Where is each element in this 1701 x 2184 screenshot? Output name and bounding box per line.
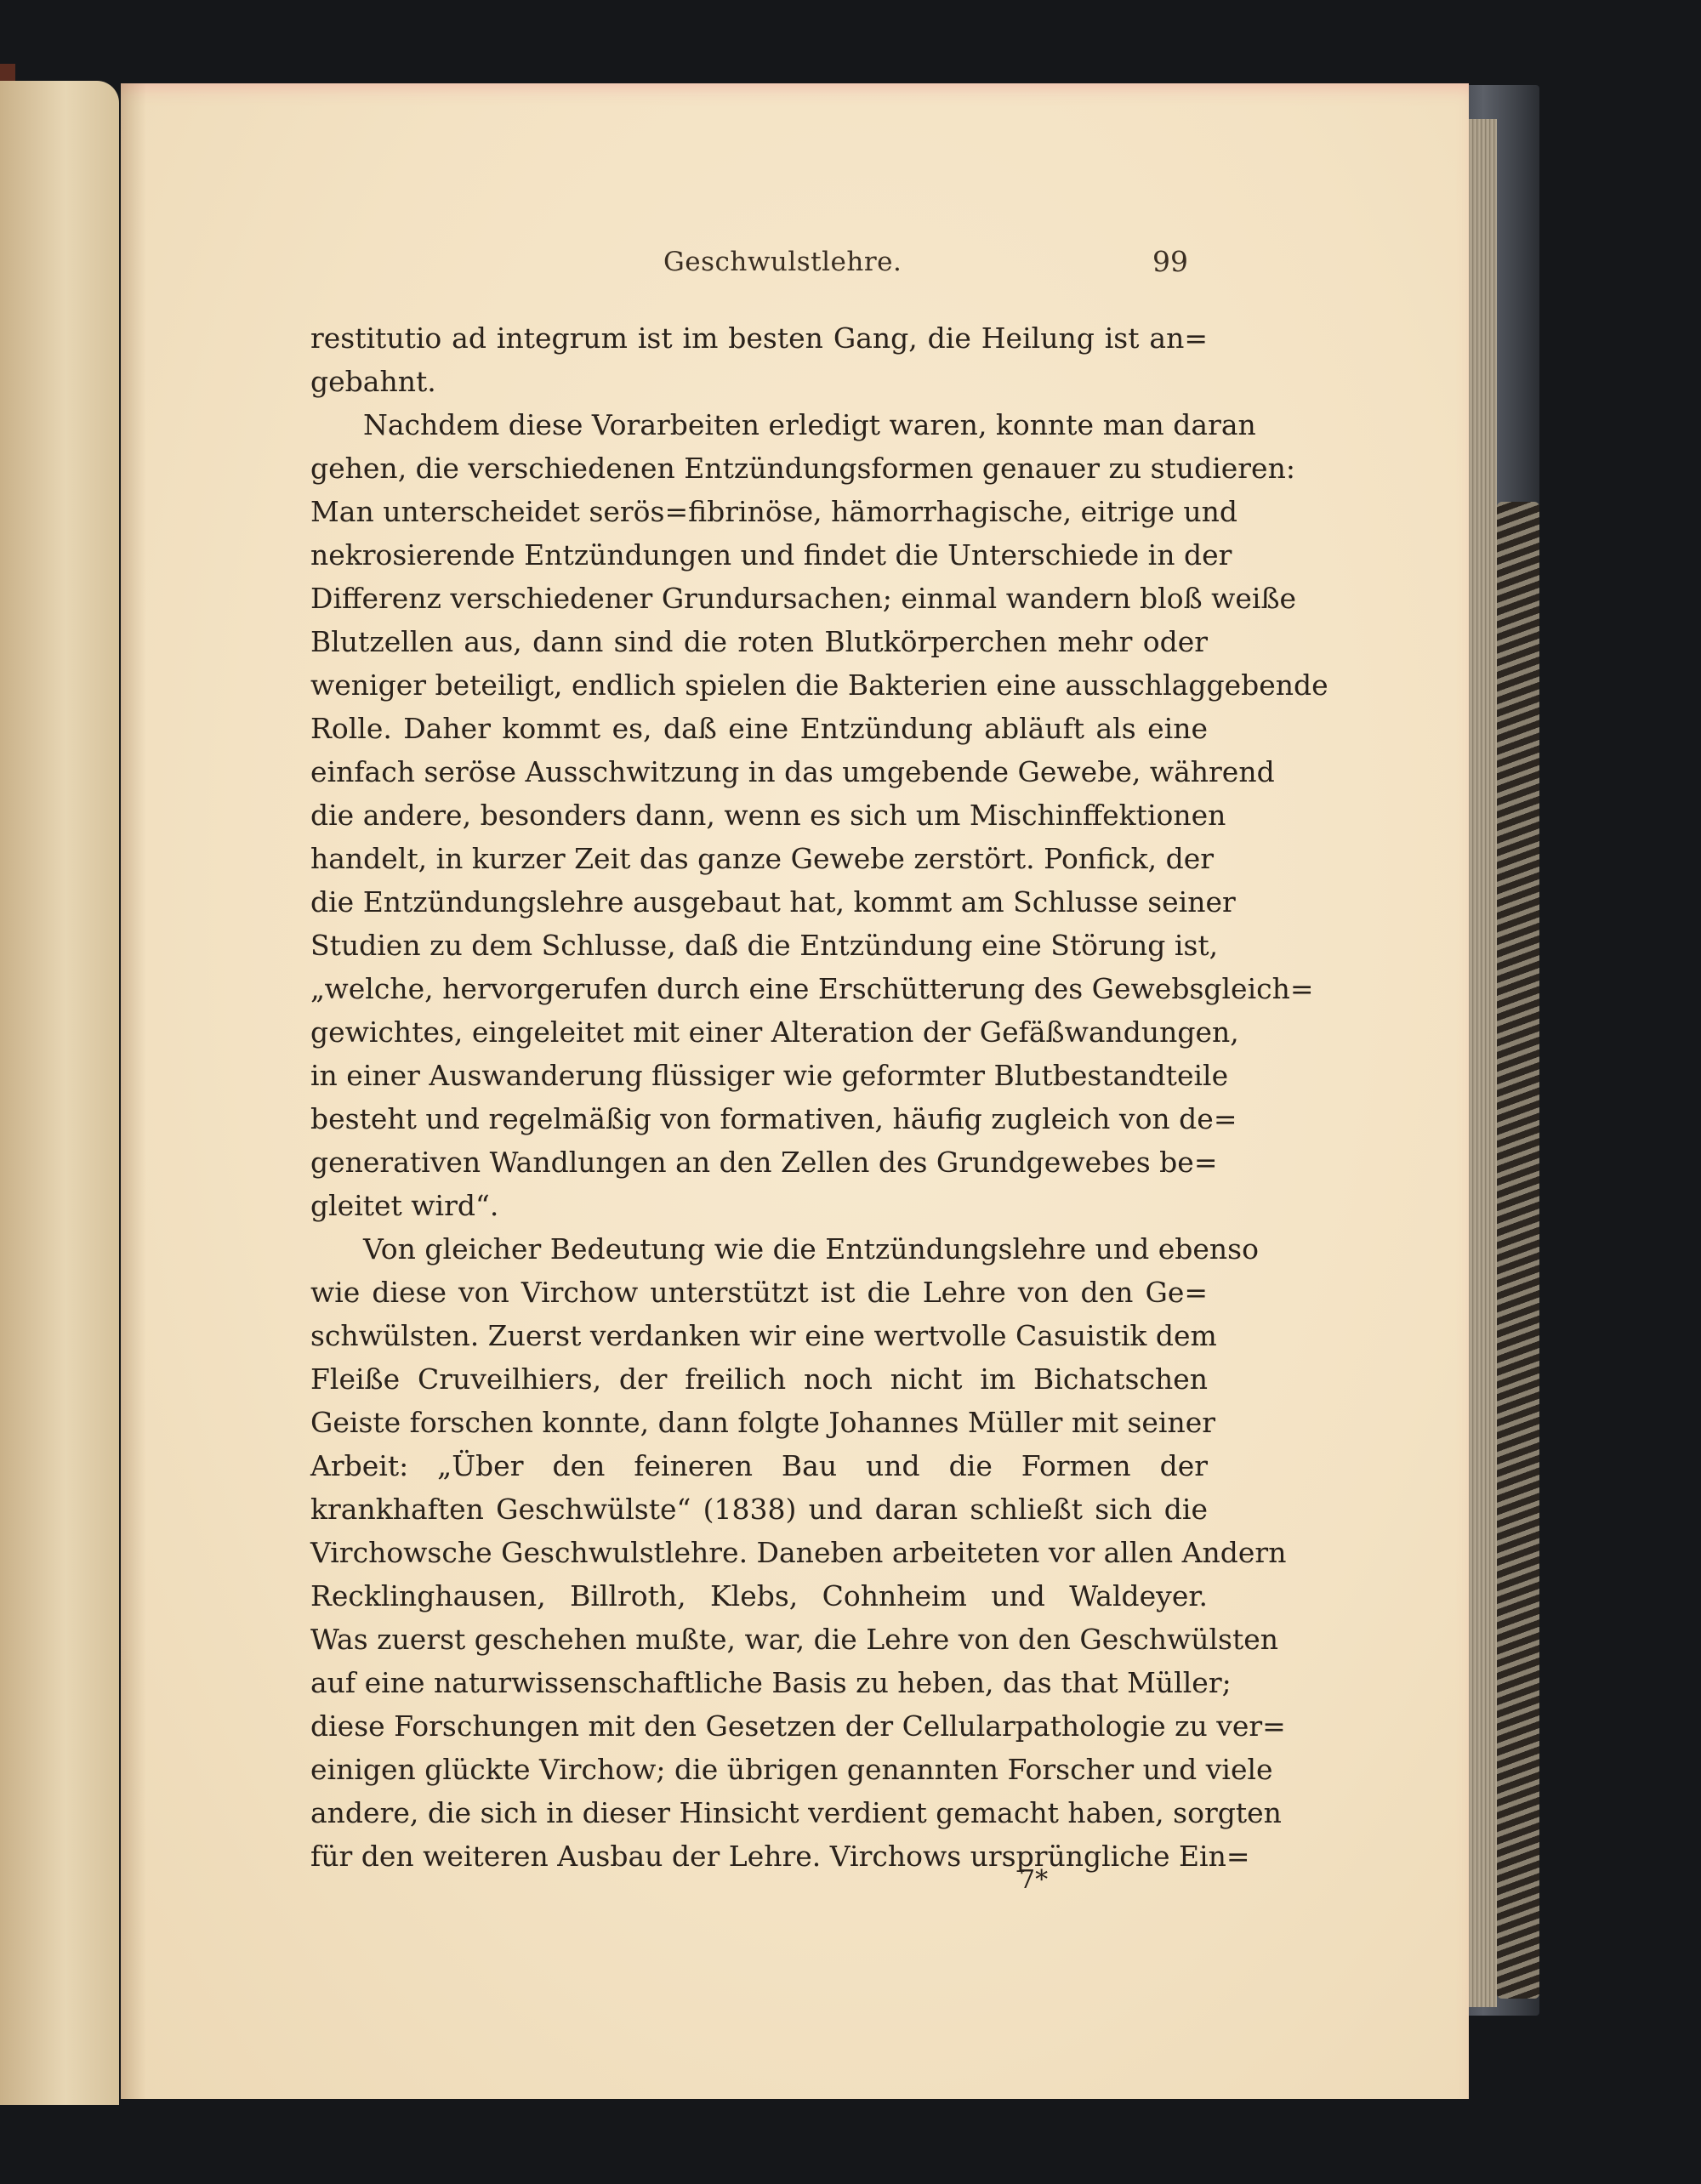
text-line: „welche, hervorgerufen durch eine Erschütterung des Gewebsgleich= bbox=[310, 972, 1314, 1005]
text-line: generativen Wandlungen an den Zellen des Grundgewebes be= bbox=[310, 1146, 1218, 1179]
text-line: für den weiteren Ausbau der Lehre. Virchows ursprüngliche Ein= bbox=[310, 1840, 1250, 1873]
body-text bbox=[310, 316, 1328, 1878]
text-line: Von gleicher Bedeutung wie die Entzündungslehre und ebenso bbox=[363, 1232, 1259, 1265]
page-stack-edge bbox=[1465, 119, 1497, 2007]
text-line: einigen glückte Virchow; die übrigen genannten Forscher und viele bbox=[310, 1753, 1273, 1786]
signature-mark: 7* bbox=[1019, 1865, 1049, 1895]
text-line: andere, die sich in dieser Hinsicht verdient gemacht haben, sorgten bbox=[310, 1796, 1282, 1829]
text-line: Nachdem diese Vorarbeiten erledigt waren, konnte man daran bbox=[363, 408, 1256, 441]
text-line: Fleiße Cruveilhiers, der freilich noch nicht im Bichatschen bbox=[310, 1362, 1208, 1396]
spine-marbling bbox=[1497, 502, 1539, 1999]
text-line: Recklinghausen, Billroth, Klebs, Cohnheim und Waldeyer. bbox=[310, 1579, 1208, 1612]
text-line: weniger beteiligt, endlich spielen die Bakterien eine ausschlaggebende bbox=[310, 668, 1328, 702]
text-line: Was zuerst geschehen mußte, war, die Lehre von den Geschwülsten bbox=[310, 1623, 1279, 1656]
text-line: die andere, besonders dann, wenn es sich um Mischinffektionen bbox=[310, 799, 1226, 832]
text-line: Man unterscheidet serös=fibrinöse, hämorrhagische, eitrige und bbox=[310, 495, 1238, 528]
text-line: besteht und regelmäßig von formativen, häufig zugleich von de= bbox=[310, 1102, 1237, 1135]
page-number: 99 bbox=[1152, 245, 1188, 278]
text-line: Geiste forschen konnte, dann folgte Johannes Müller mit seiner bbox=[310, 1406, 1216, 1439]
text-line: die Entzündungslehre ausgebaut hat, kommt am Schlusse seiner bbox=[310, 885, 1236, 919]
text-line: Virchowsche Geschwulstlehre. Daneben arbeiteten vor allen Andern bbox=[310, 1536, 1287, 1569]
text-line: gehen, die verschiedenen Entzündungsformen genauer zu studieren: bbox=[310, 452, 1295, 485]
text-line: gebahnt. bbox=[310, 365, 436, 398]
text-line: Differenz verschiedener Grundursachen; einmal wandern bloß weiße bbox=[310, 582, 1297, 615]
left-page-edge bbox=[0, 81, 119, 2105]
text-line: einfach seröse Ausschwitzung in das umgebende Gewebe, während bbox=[310, 755, 1275, 788]
text-line: Rolle. Daher kommt es, daß eine Entzündung abläuft als eine bbox=[310, 712, 1208, 745]
text-line: Studien zu dem Schlusse, daß die Entzündung eine Störung ist, bbox=[310, 929, 1219, 962]
text-line: nekrosierende Entzündungen und findet die Unterschiede in der bbox=[310, 538, 1232, 572]
text-line: restitutio ad integrum ist im besten Gang, die Heilung ist an= bbox=[310, 321, 1208, 355]
page-gutter-shadow bbox=[121, 83, 146, 2099]
text-line: schwülsten. Zuerst verdanken wir eine wertvolle Casuistik dem bbox=[310, 1319, 1217, 1352]
text-line: gleitet wird“. bbox=[310, 1189, 499, 1222]
text-line: auf eine naturwissenschaftliche Basis zu heben, das that Müller; bbox=[310, 1666, 1232, 1699]
text-line: diese Forschungen mit den Gesetzen der Cellularpathologie zu ver= bbox=[310, 1709, 1286, 1743]
text-line: krankhaften Geschwülste“ (1838) und daran schließt sich die bbox=[310, 1493, 1208, 1526]
text-line: in einer Auswanderung flüssiger wie geformter Blutbestandteile bbox=[310, 1059, 1229, 1092]
running-head: Geschwulstlehre. bbox=[663, 247, 902, 277]
text-line: gewichtes, eingeleitet mit einer Alteration der Gefäßwandungen, bbox=[310, 1015, 1239, 1049]
text-line: handelt, in kurzer Zeit das ganze Gewebe zerstört. Ponfick, der bbox=[310, 842, 1215, 875]
text-line: Blutzellen aus, dann sind die roten Blutkörperchen mehr oder bbox=[310, 625, 1208, 658]
text-line: wie diese von Virchow unterstützt ist die Lehre von den Ge= bbox=[310, 1276, 1208, 1309]
text-line: Arbeit: „Über den feineren Bau und die Formen der bbox=[310, 1449, 1208, 1482]
